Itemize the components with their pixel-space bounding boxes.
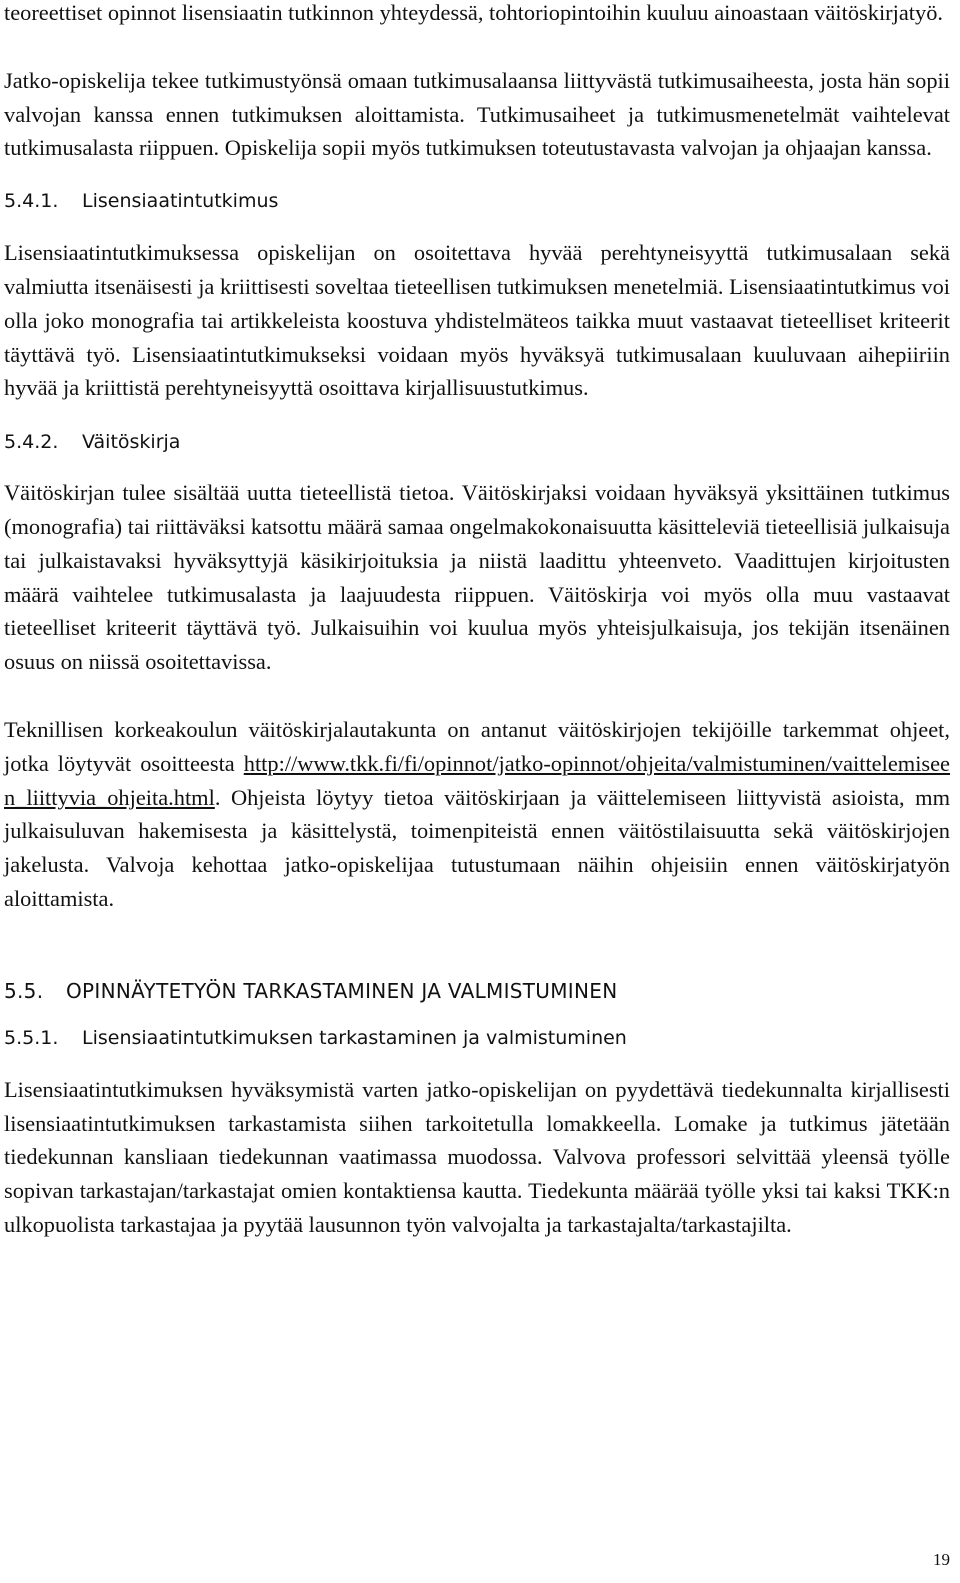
paragraph-lisensiaatintutkimus: Lisensiaatintutkimuksessa opiskelijan on osoitettava hyvää perehtyneisyyttä tutkimusalaan sekä valmiutta itsenäisesti ja kriittisesti soveltaa tieteellisen tutkimuksen menetelmiä. Lisensiaatintutkimus voi olla joko monografia tai artikkeleista koostuva yhdistelmäteos taikka muut vastaavat tieteelliset kriteerit täyttävä työ. Lisensiaatintutkimukseksi voidaan myös hyväksyä tutkimusalaan kuuluvaan aihepiiriin hyvää ja kriittistä perehtyneisyyttä osoittava kirjallisuustutkimus. — [4, 240, 950, 401]
heading-number: 5.5. — [4, 978, 44, 1003]
document-page — [4, 0, 950, 1242]
paragraph-intro-continued: teoreettiset opinnot lisensiaatin tutkinnon yhteydessä, tohtoriopintoihin kuuluu ainoastaan väitöskirjatyö. — [4, 0, 944, 25]
tkk-text-before-link: Teknillisen korkeakoulun väitöskirjalautakunta on antanut väitöskirjojen tekijöille tarkemmat ohjeet, jotka löytyvät osoitteesta — [4, 716, 950, 776]
tkk-text-after-link: . Ohjeista löytyy tietoa väitöskirjaan ja väittelemiseen liittyvistä asioista, mm julkaisuluvan hakemisesta ja käsittelystä, toimenpiteistä ennen väitöstilaisuutta sekä väitöskirjojen jakelusta. Valvoja kehottaa jatko-opiskelijaa tutustumaan näihin ohjeisiin ennen väitöskirjatyön aloittamista. — [4, 784, 950, 911]
heading-number: 5.5.1. — [4, 1026, 59, 1049]
heading-5-4-2 — [4, 425, 950, 459]
paragraph-tkk-ohjeet — [4, 713, 950, 916]
heading-title: OPINNÄYTETYÖN TARKASTAMINEN JA VALMISTUMINEN — [66, 978, 618, 1003]
paragraph-vaitoskirja: Väitöskirjan tulee sisältää uutta tieteellistä tietoa. Väitöskirjaksi voidaan hyväksyä yksittäinen tutkimus (monografia) tai riittäväksi katsottu määrä samaa ongelmakokonaisuutta käsitteleviä tieteellisiä julkaisuja tai julkaistavaksi hyväksyttyjä käsikirjoituksia ja niistä laadittu yhteenveto. Vaadittujen kirjoitusten määrä vaihtelee tutkimusalasta ja laajuudesta riippuen. Väitöskirja voi myös olla muu vastaavat tieteelliset kriteerit täyttävä työ. Julkaisuihin voi kuulua myös yhteisjulkaisuja, jos tekijän itsenäinen osuus on niissä osoitettavissa. — [4, 480, 950, 675]
heading-number: 5.4.1. — [4, 190, 59, 213]
heading-title: Lisensiaatintutkimuksen tarkastaminen ja valmistuminen — [82, 1026, 627, 1049]
heading-number: 5.4.2. — [4, 431, 59, 454]
heading-title: Väitöskirja — [82, 431, 181, 454]
heading-title: Lisensiaatintutkimus — [82, 190, 279, 213]
tkk-instructions-link[interactable]: http://www.tkk.fi/fi/opinnot/jatko-opinnot/ohjeita/valmistuminen/vaittelemiseen_liittyvia_ohjeita.html — [4, 750, 950, 810]
page-number: 19 — [933, 1550, 950, 1569]
paragraph-jatko-opiskelija: Jatko-opiskelija tekee tutkimustyönsä omaan tutkimusalaansa liittyvästä tutkimusaiheesta, josta hän sopii valvojan kanssa ennen tutkimuksen aloittamista. Tutkimusaiheet ja tutkimusmenetelmät vaihtelevat tutkimusalasta riippuen. Opiskelija sopii myös tutkimuksen toteutustavasta valvojan ja ohjaajan kanssa. — [4, 67, 950, 161]
heading-5-5 — [4, 974, 950, 1008]
paragraph-lisensiaatintutkimuksen-tarkastaminen: Lisensiaatintutkimuksen hyväksymistä varten jatko-opiskelijan on pyydettävä tiedekunnalta kirjallisesti lisensiaatintutkimuksen tarkastamista siihen tarkoitetulla lomakkeella. Lomake ja tutkimus jätetään tiedekunnan kansliaan tiedekunnan vaatimassa muodossa. Valvova professori selvittää yleensä työlle sopivan tarkastajan/tarkastajat omien kontaktiensa kautta. Tiedekunta määrää työlle yksi tai kaksi TKK:n ulkopuolista tarkastajaa ja pyytää lausunnon työn valvojalta ja tarkastajalta/tarkastajilta. — [4, 1076, 950, 1237]
heading-5-4-1 — [4, 184, 950, 218]
heading-5-5-1 — [4, 1021, 950, 1055]
